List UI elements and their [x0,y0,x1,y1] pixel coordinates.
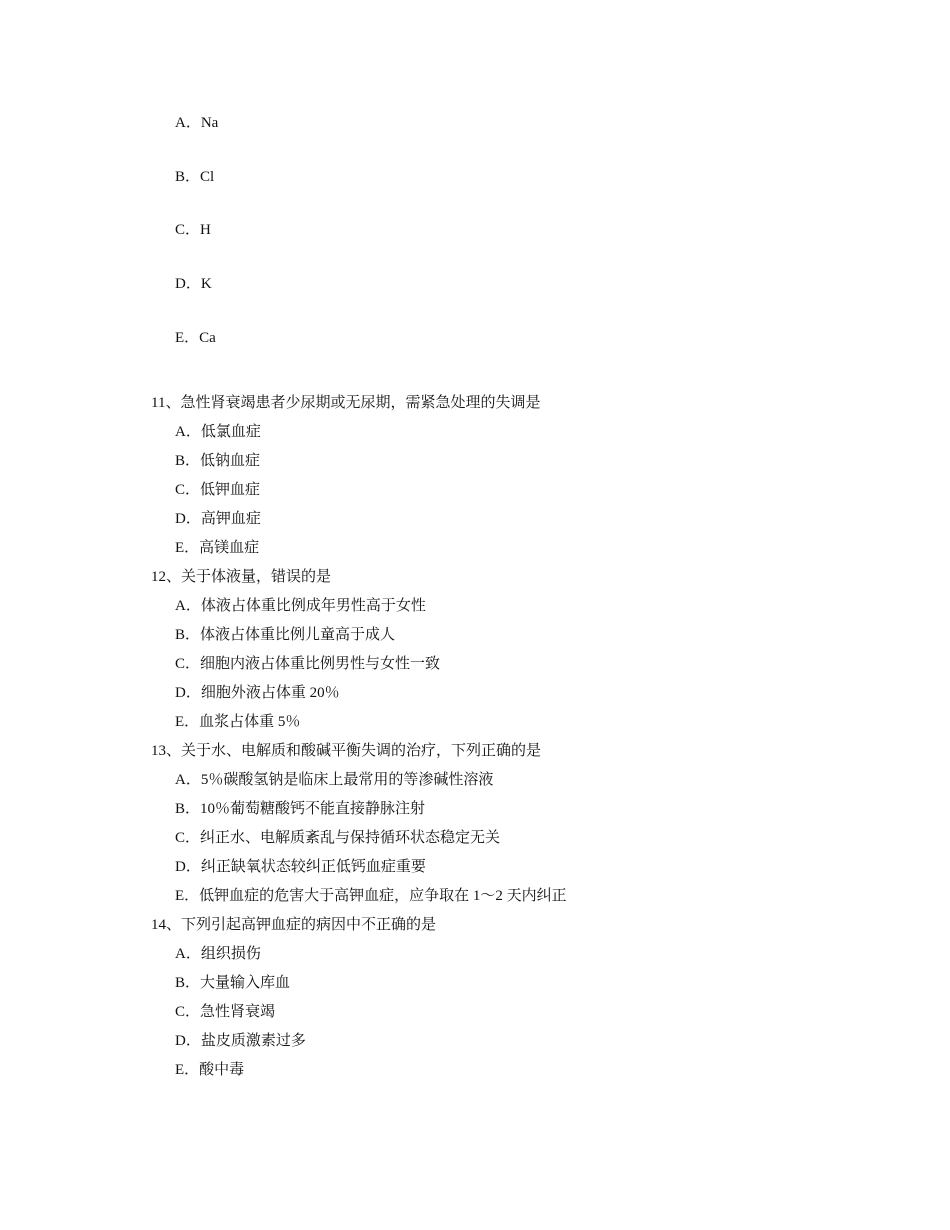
option-text: 体液占体重比例儿童高于成人 [200,627,396,643]
option-letter: D． [175,1033,201,1049]
option-a [175,770,567,799]
question-list [151,393,567,1089]
option-letter: D． [175,511,201,527]
option-letter: D． [175,276,201,293]
option-letter: C． [175,222,201,239]
option-letter: A． [175,115,201,131]
option-letter: E． [175,714,200,730]
option-text: 细胞外液占体重 20％ [200,685,340,701]
option-text: 急性肾衰竭 [200,1004,276,1020]
option-text: 酸中毒 [199,1062,245,1078]
option-letter: A． [175,598,201,614]
option-letter: C． [175,482,201,498]
option-text: K [200,276,212,293]
question-stem: 11、急性肾衰竭患者少尿期或无尿期，需紧急处理的失调是 [151,395,541,411]
option-text: Na [200,115,219,131]
option-letter: C． [175,656,201,672]
option-text: 低钠血症 [200,453,261,469]
option-text: 10％葡萄糖酸钙不能直接静脉注射 [200,801,426,817]
option-letter: E． [175,888,200,904]
option-letter: B． [175,801,201,817]
option-b [175,625,567,654]
option-a [175,944,567,973]
option-c [175,220,218,274]
question-stem: 12、关于体液量，错误的是 [151,569,332,585]
option-c [175,828,567,857]
option-text: 低氯血症 [200,424,261,440]
option-c [175,480,567,509]
option-letter: A． [175,772,201,788]
option-e [175,712,567,741]
option-text: 纠正水、电解质紊乱与保持循环状态稳定无关 [200,830,501,846]
option-text: 高镁血症 [199,540,260,556]
option-text: 大量输入库血 [200,975,291,991]
option-letter: B． [175,453,201,469]
question-13 [151,741,567,915]
option-text: 高钾血症 [200,511,261,527]
option-b [175,799,567,828]
question-10-options [175,113,218,381]
option-text: 血浆占体重 5％ [199,714,301,730]
option-list [151,944,567,1089]
option-letter: B． [175,975,201,991]
option-e [175,538,567,567]
option-text: 盐皮质激素过多 [200,1033,306,1049]
option-letter: E． [175,540,200,556]
option-letter: E． [175,1062,200,1078]
option-d [175,509,567,538]
option-letter: E． [175,329,200,346]
option-text: 低钾血症的危害大于高钾血症，应争取在 1～2 天内纠正 [199,888,567,904]
option-c [175,1002,567,1031]
option-letter: C． [175,830,201,846]
option-e [175,328,218,382]
option-c [175,654,567,683]
option-text: Cl [200,168,215,185]
question-12 [151,567,567,741]
option-e [175,1060,567,1089]
option-text: 组织损伤 [200,946,261,962]
option-text: 纠正缺氧状态较纠正低钙血症重要 [200,859,426,875]
option-letter: D． [175,685,201,701]
option-e [175,886,567,915]
option-letter: B． [175,168,201,185]
option-text: 低钾血症 [200,482,261,498]
option-letter: A． [175,946,201,962]
question-stem: 14、下列引起高钾血症的病因中不正确的是 [151,917,437,933]
option-b [175,451,567,480]
option-text: 体液占体重比例成年男性高于女性 [200,598,426,614]
option-text: 细胞内液占体重比例男性与女性一致 [200,656,441,672]
option-a [175,422,567,451]
option-letter: B． [175,627,201,643]
option-letter: D． [175,859,201,875]
option-d [175,683,567,712]
option-list [151,422,567,567]
question-11 [151,393,567,567]
option-list [151,770,567,915]
option-text: H [200,222,211,239]
question-stem: 13、关于水、电解质和酸碱平衡失调的治疗，下列正确的是 [151,743,542,759]
option-b [175,167,218,221]
option-d [175,1031,567,1060]
question-14 [151,915,567,1089]
option-d [175,274,218,328]
option-letter: A． [175,424,201,440]
option-b [175,973,567,1002]
option-a [175,113,218,167]
option-d [175,857,567,886]
option-list [151,596,567,741]
option-letter: C． [175,1004,201,1020]
option-text: Ca [199,329,216,346]
option-text: 5％碳酸氢钠是临床上最常用的等渗碱性溶液 [200,772,494,788]
option-a [175,596,567,625]
